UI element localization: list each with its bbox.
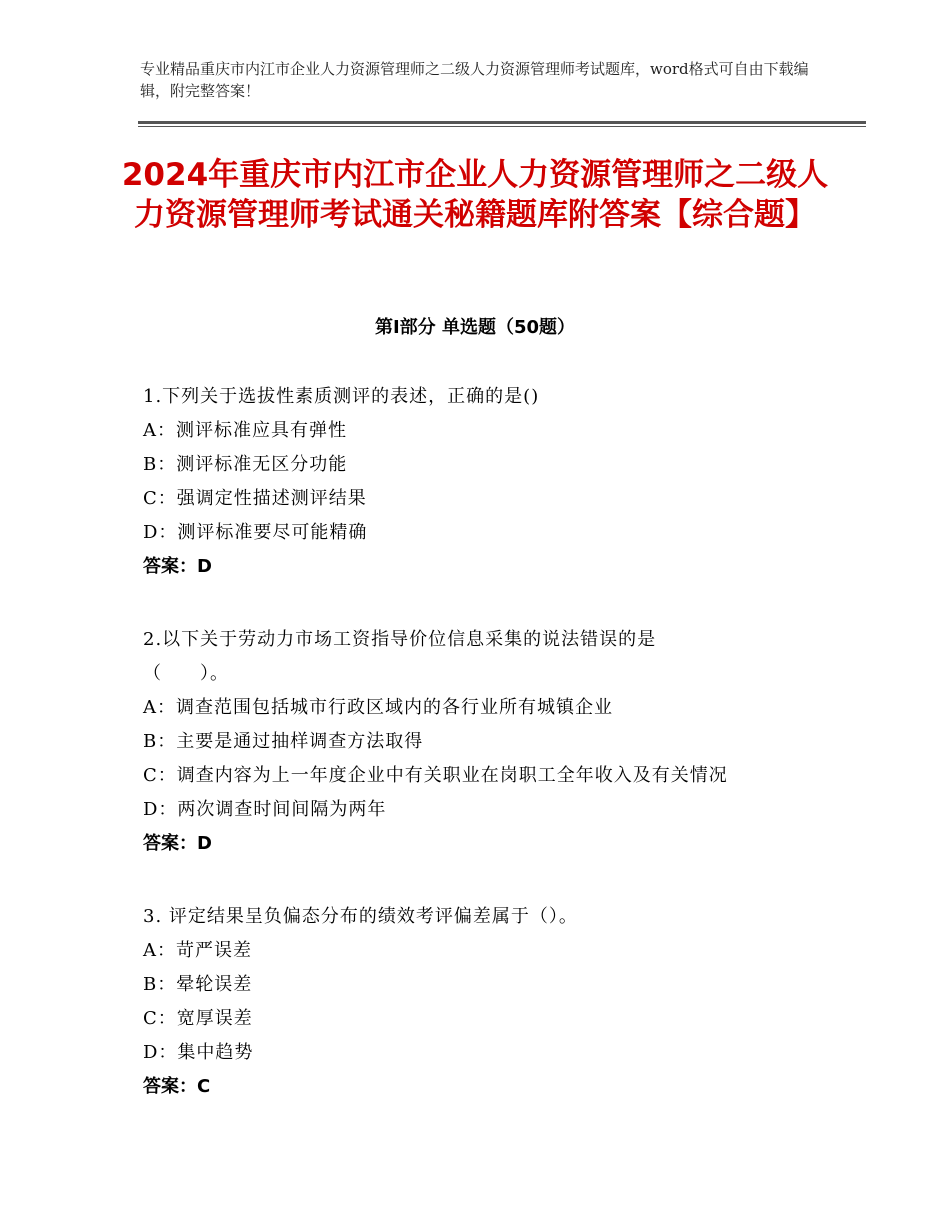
option-d: D：集中趋势 [143,1042,254,1063]
option-a: A：苛严误差 [143,940,252,961]
question-stem: 3. 评定结果呈负偏态分布的绩效考评偏差属于（）。 [143,906,578,927]
section-title: 第Ⅰ部分 单选题（50题） [374,317,575,338]
option-d: D：两次调查时间间隔为两年 [143,799,387,820]
document-title: 2024年重庆市内江市企业人力资源管理师之二级人力资源管理师考试通关秘籍题库附答案【综合题】 [121,157,829,233]
option-c: C：强调定性描述测评结果 [143,488,367,509]
question-2 [143,623,843,861]
header-divider [138,121,866,124]
answer: 答案：D [143,833,212,854]
question-list [143,380,843,1143]
option-b: B：主要是通过抽样调查方法取得 [143,731,424,752]
option-b: B：测评标准无区分功能 [143,454,348,475]
option-a: A：调查范围包括城市行政区域内的各行业所有城镇企业 [143,697,613,718]
answer: 答案：C [143,1076,211,1097]
option-d: D：测评标准要尽可能精确 [143,522,368,543]
option-a: A：测评标准应具有弹性 [143,420,347,441]
answer: 答案：D [143,556,212,577]
question-stem: 2.以下关于劳动力市场工资指导价位信息采集的说法错误的是 [143,629,657,650]
option-b: B：晕轮误差 [143,974,253,995]
option-c: C：调查内容为上一年度企业中有关职业在岗职工全年收入及有关情况 [143,765,728,786]
option-c: C：宽厚误差 [143,1008,253,1029]
question-stem-continued: （ ）。 [143,663,229,684]
question-3 [143,900,843,1104]
question-stem: 1.下列关于选拔性素质测评的表述，正确的是() [143,386,540,407]
question-1 [143,380,843,584]
header-note: 专业精品重庆市内江市企业人力资源管理师之二级人力资源管理师考试题库，word格式可自由下载编辑，附完整答案！ [140,60,809,100]
